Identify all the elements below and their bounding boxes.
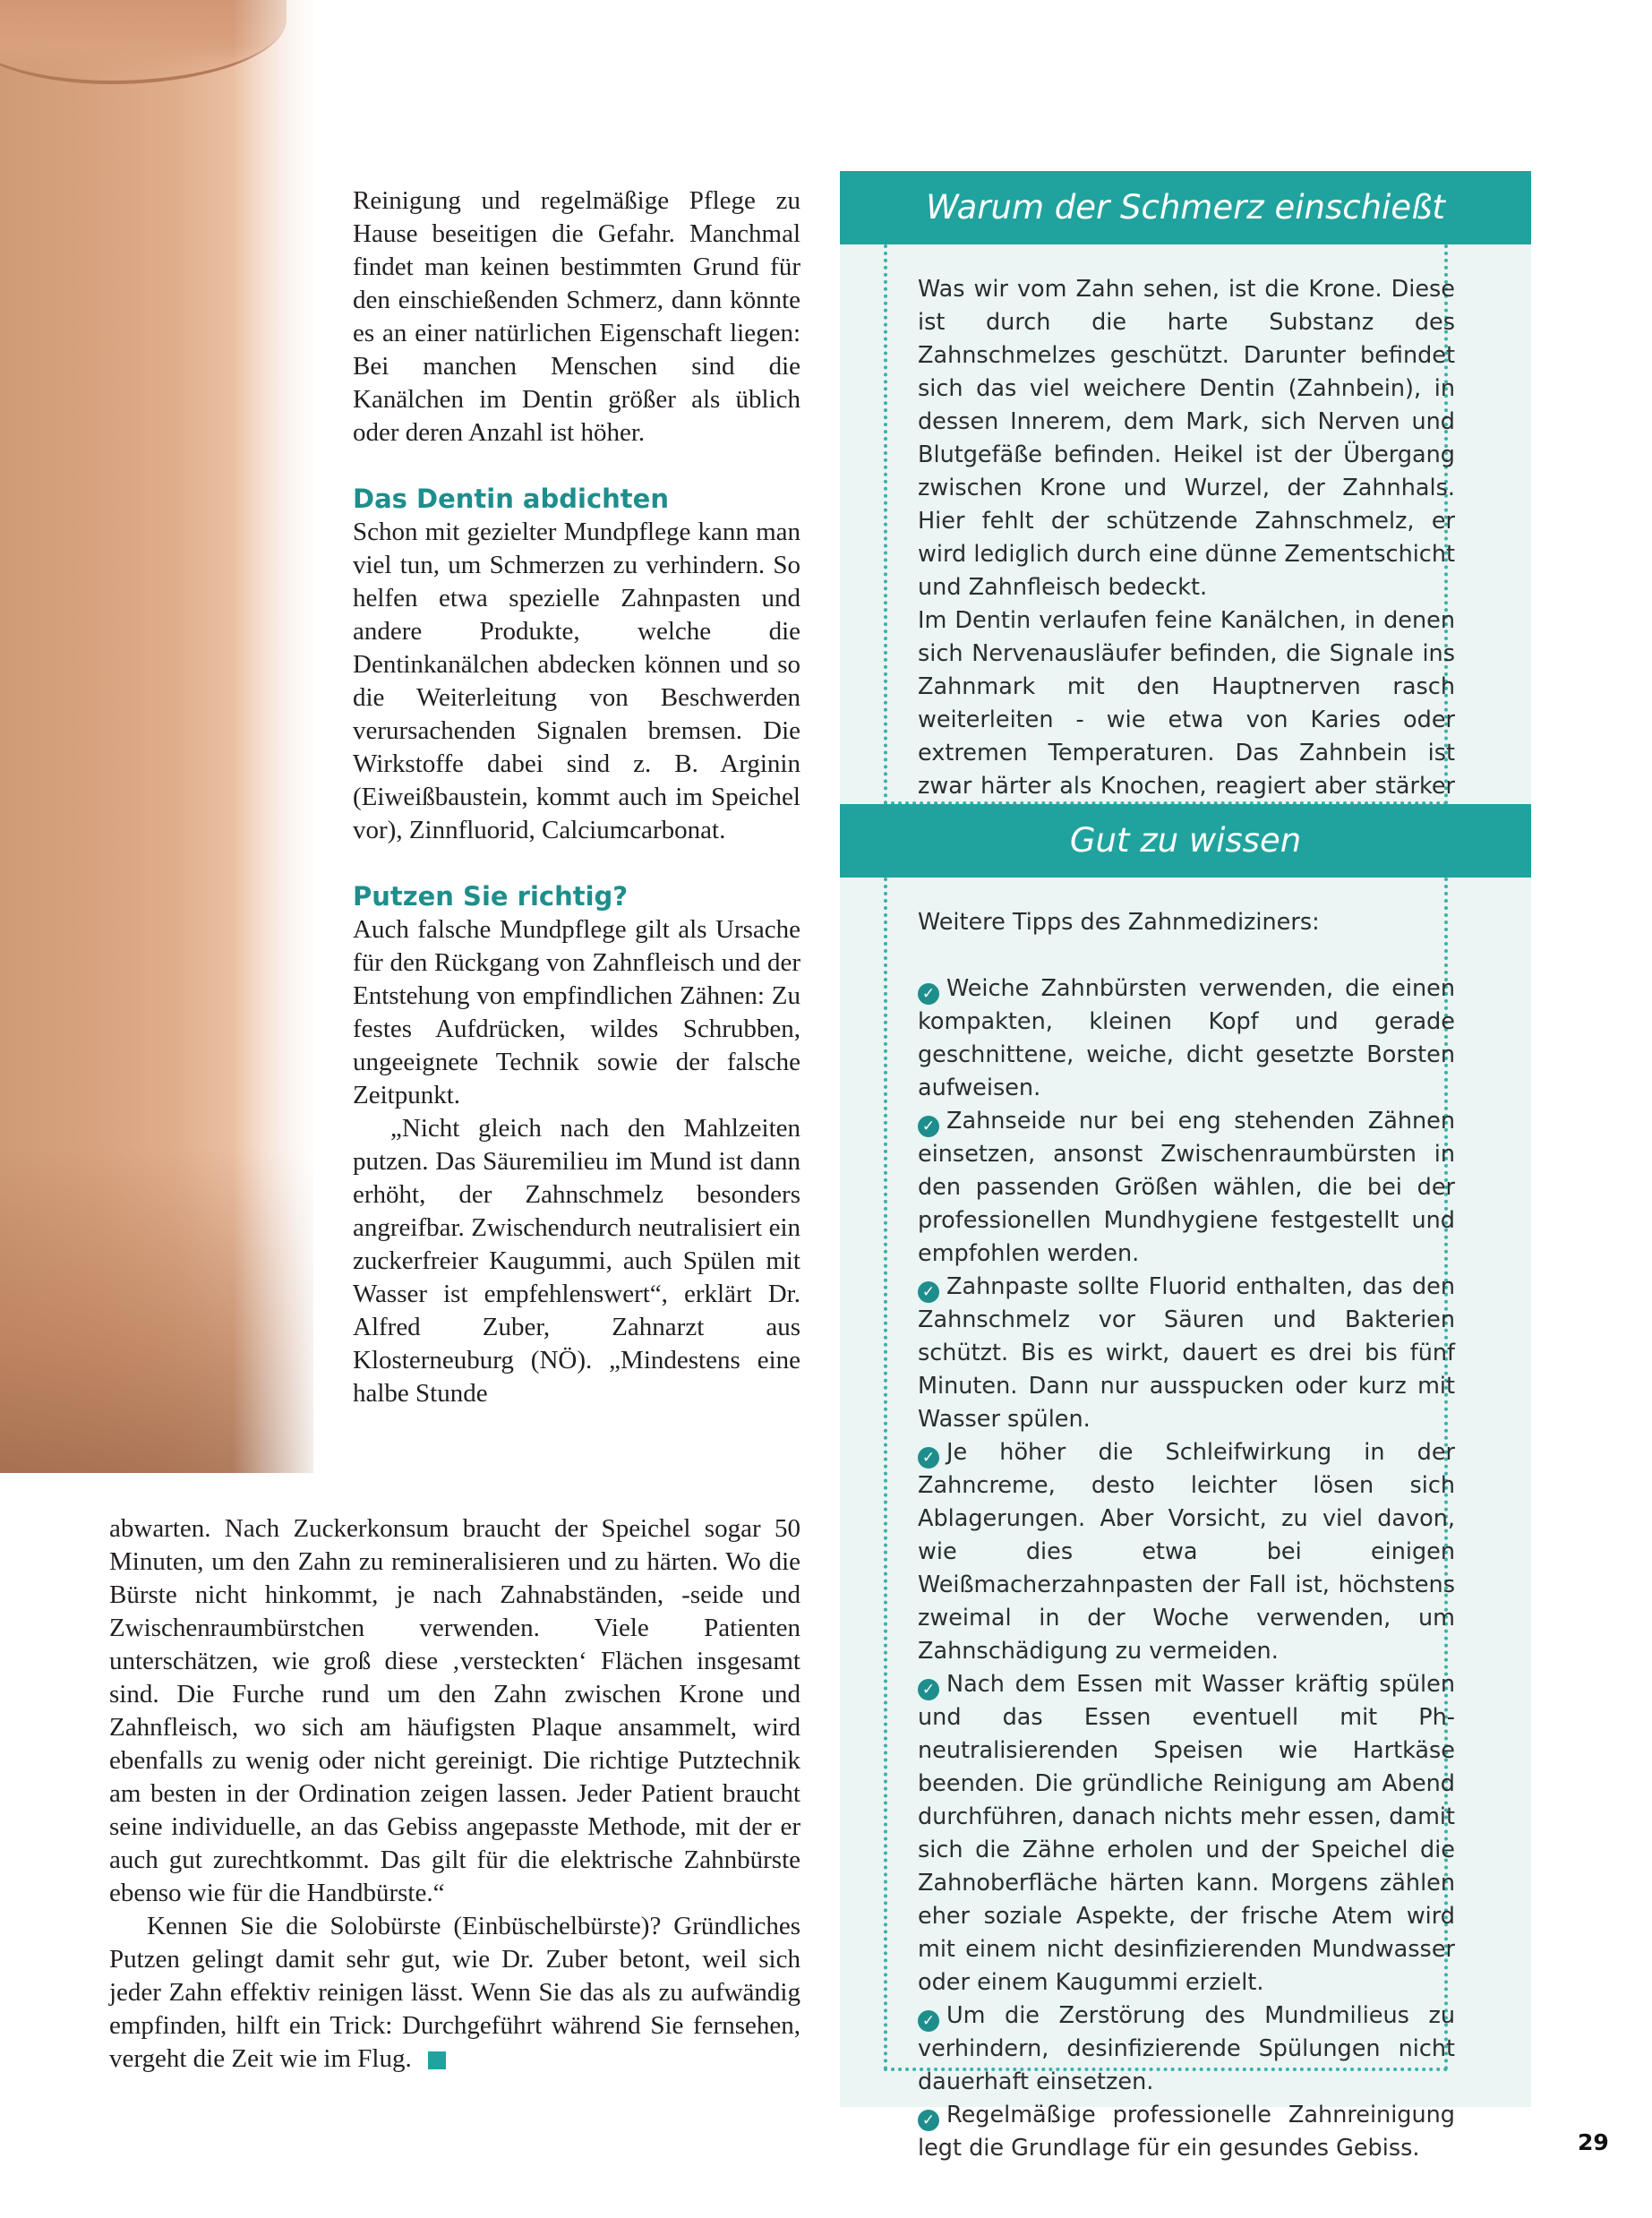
section-paragraph-dentin: Schon mit gezielter Mundpflege kann man viel tun, um Schmerzen zu verhindern. So helfen etwa spezielle Zahnpasten und andere Produkte, welche die Dentinkanälchen abdecken können und so die Weiterleitung von Beschwerden verursachenden Signalen bremsen. Die Wirkstoffe dabei sind z. B. Arginin (Eiweißbaustein, kommt auch im Speichel vor), Zinnfluorid, Calciumcarbonat.	[353, 518, 800, 844]
tip-text: Zahnseide nur bei eng stehenden Zähnen einsetzen, ansonst Zwischenraumbürsten in den passenden Größen wählen, die bei der professionellen Mundhygiene festgestellt und empfohlen werden.	[918, 1108, 1455, 1267]
check-circle-icon: ✓	[918, 1116, 939, 1137]
info-box-schmerz-paragraph-1: Was wir vom Zahn sehen, ist die Krone. Diese ist durch die harte Substanz des Zahnschmelzes geschützt. Darunter befindet sich das viel weichere Dentin (Zahnbein), in dessen Innerem, dem Mark, sich Nerven und Blutgefäße befinden. Heikel ist der Übergang zwischen Krone und Wurzel, der Zahnhals. Hier fehlt der schützende Zahnschmelz, er wird lediglich durch eine dünne Zementschicht und Zahnfleisch bedeckt.	[918, 276, 1455, 601]
tip-item	[918, 1271, 1455, 1436]
skin-photo	[0, 0, 313, 1473]
info-box-tipps-text	[918, 906, 1455, 2165]
info-box-tipps	[840, 804, 1531, 2162]
tip-item	[918, 972, 1455, 1105]
info-box-schmerz-title: Warum der Schmerz einschießt	[840, 171, 1531, 244]
check-circle-icon: ✓	[918, 1447, 939, 1469]
info-box-schmerz-paragraph-2: Im Dentin verlaufen feine Kanälchen, in denen sich Nervenausläufer befinden, die Signale ins Zahnmark mit den Hauptnerven rasch weiterleiten - wie etwa von Karies oder extremen Temperaturen. Das Zahnbein ist zwar härter als Knochen, reagiert aber stärker	[918, 607, 1455, 800]
tip-item	[918, 1105, 1455, 1271]
tip-text: Zahnpaste sollte Fluorid enthalten, das den Zahnschmelz vor Säuren und Bakterien schützt. Bis es wirkt, dauert es drei bis fünf Minuten. Dann nur ausspucken oder kurz mit Wasser spülen.	[918, 1273, 1455, 1433]
tip-item	[918, 2000, 1455, 2099]
info-box-schmerz	[840, 171, 1531, 805]
tip-item	[918, 1668, 1455, 2000]
closing-text: Kennen Sie die Solobürste (Einbüschelbürste)? Gründliches Putzen gelingt damit sehr gut, wie Dr. Zuber betont, weil sich jeder Zahn effektiv reinigen lässt. Wenn Sie das als zu aufwändig empfinden, hilft ein Trick: Durchgeführt während Sie fernsehen, vergeht die Zeit wie im Flug.	[109, 1912, 800, 2073]
info-box-schmerz-text	[918, 273, 1455, 836]
section-heading-putzen: Putzen Sie richtig?	[353, 881, 629, 912]
end-of-article-square-icon	[428, 2051, 446, 2069]
section-heading-dentin: Das Dentin abdichten	[353, 484, 669, 514]
check-circle-icon: ✓	[918, 2010, 939, 2032]
tips-intro: Weitere Tipps des Zahnmediziners:	[918, 909, 1320, 936]
tip-text: Nach dem Essen mit Wasser kräftig spülen und das Essen eventuell mit Ph-neutralisierenden Speisen wie Hartkäse beenden. Die gründliche Reinigung am Abend durchführen, danach nichts mehr essen, damit sich die Zähne erholen und der Speichel die Zahnoberfläche härten kann. Morgens zählen eher soziale Aspekte, der frische Atem wird mit einem nicht desinfizierenden Mundwasser oder einem Kaugummi erzielt.	[918, 1671, 1455, 1996]
quote-paragraph-start: „Nicht gleich nach den Mahlzeiten putzen. Das Säuremilieu im Mund ist dann erhöht, der Zahnschmelz besonders angreifbar. Zwischendurch neutralisiert ein zuckerfreier Kaugummi, auch Spülen mit Wasser ist empfehlenswert“, erklärt Dr. Alfred Zuber, Zahnarzt aus Klosterneuburg (NÖ). „Mindestens eine halbe Stunde	[353, 1114, 800, 1408]
check-circle-icon: ✓	[918, 1281, 939, 1303]
tip-text: Regelmäßige professionelle Zahnreinigung legt die Grundlage für ein gesundes Gebiss.	[918, 2102, 1455, 2162]
check-circle-icon: ✓	[918, 1679, 939, 1700]
tip-item	[918, 1436, 1455, 1668]
tip-text: Je höher die Schleifwirkung in der Zahncreme, desto leichter lösen sich Ablagerungen. Aber Vorsicht, zu viel davon, wie dies etwa bei einigen Weißmacherzahnpasten der Fall ist, höchstens zweimal in der Woche verwenden, um Zahnschädigung zu vermeiden.	[918, 1439, 1455, 1665]
check-circle-icon: ✓	[918, 983, 939, 1005]
intro-paragraph: Reinigung und regelmäßige Pflege zu Hause beseitigen die Gefahr. Manchmal findet man keinen bestimmten Grund für den einschießenden Schmerz, dann könnte es an einer natürlichen Eigenschaft liegen: Bei manchen Menschen sind die Kanälchen im Dentin größer als üblich oder deren Anzahl ist höher.	[353, 186, 800, 447]
check-circle-icon: ✓	[918, 2110, 939, 2131]
page-number: 29	[1578, 2129, 1609, 2155]
article-column-upper	[353, 184, 800, 1410]
article-column-lower	[109, 1512, 800, 2076]
tip-text: Weiche Zahnbürsten verwenden, die einen kompakten, kleinen Kopf und gerade geschnittene, weiche, dicht gesetzte Borsten aufweisen.	[918, 975, 1455, 1101]
quote-paragraph-continued: abwarten. Nach Zuckerkonsum braucht der Speichel sogar 50 Minuten, um den Zahn zu remineralisieren und zu härten. Wo die Bürste nicht hinkommt, je nach Zahnabständen, -seide und Zwischenraumbürstchen verwenden. Viele Patienten unterschätzen, wie groß diese ‚versteckten‘ Flächen insgesamt sind. Die Furche rund um den Zahn zwischen Krone und Zahnfleisch, wo sich am häufigsten Plaque ansammelt, wird ebenfalls zu wenig oder nicht gereinigt. Die richtige Putztechnik am besten in der Ordination zeigen lassen. Jeder Patient braucht seine individuelle, an das Gebiss angepasste Methode, mit der er auch gut zurechtkommt. Das gilt für die elektrische Zahnbürste ebenso wie für die Handbürste.“	[109, 1514, 800, 1907]
info-box-tipps-title: Gut zu wissen	[840, 804, 1531, 878]
photo-fade-edge	[233, 0, 313, 1473]
tip-item	[918, 2099, 1455, 2165]
section-paragraph-putzen: Auch falsche Mundpflege gilt als Ursache für den Rückgang von Zahnfleisch und der Entstehung von empfindlichen Zähnen: Zu festes Aufdrücken, wildes Schrubben, ungeeignete Technik sowie der falsche Zeitpunkt.	[353, 915, 800, 1109]
closing-paragraph	[109, 1910, 800, 2076]
tip-text: Um die Zerstörung des Mundmilieus zu verhindern, desinfizierende Spülungen nicht dauerhaft einsetzen.	[918, 2002, 1455, 2095]
